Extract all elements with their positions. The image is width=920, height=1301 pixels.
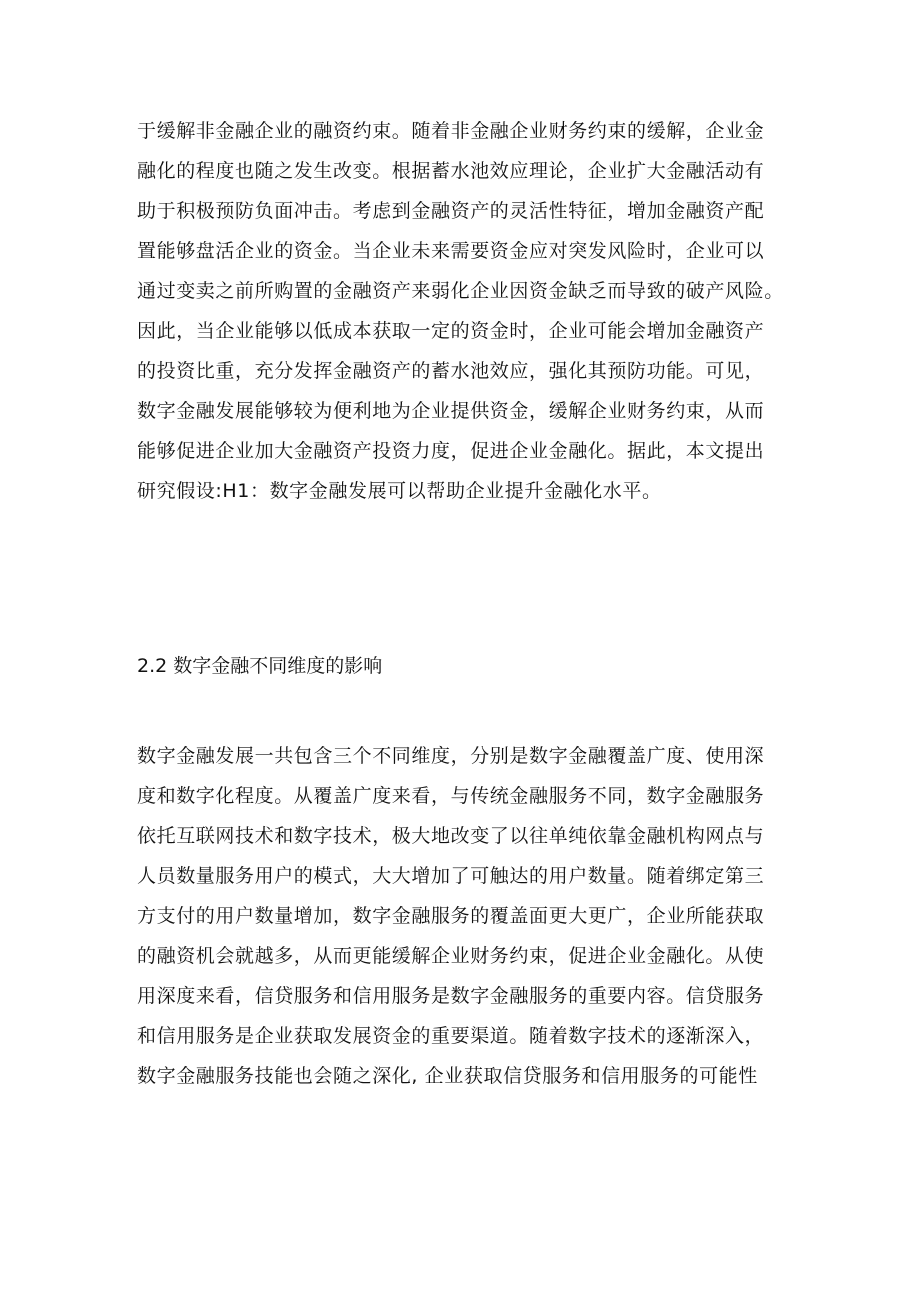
- paragraph-hypothesis: [137, 111, 797, 511]
- text-line: 数字金融服务技能也会随之深化, 企业获取信贷服务和信用服务的可能性: [137, 1065, 758, 1087]
- text-line: 的融资机会就越多，从而更能缓解企业财务约束，促进企业金融化。从使: [137, 945, 765, 967]
- text-line: 研究假设:H1：数字金融发展可以帮助企业提升金融化水平。: [137, 480, 662, 502]
- text-line: 依托互联网技术和数字技术，极大地改变了以往单纯依靠金融机构网点与: [137, 825, 765, 847]
- text-line: 融化的程度也随之发生改变。根据蓄水池效应理论，企业扩大金融活动有: [137, 160, 765, 182]
- text-line: 助于积极预防负面冲击。考虑到金融资产的灵活性特征，增加金融资产配: [137, 200, 765, 222]
- section-heading: 2.2 数字金融不同维度的影响: [137, 655, 383, 677]
- text-line: 人员数量服务用户的模式，大大增加了可触达的用户数量。随着绑定第三: [137, 865, 765, 887]
- paragraph-dimensions: [137, 736, 797, 1096]
- text-line: 通过变卖之前所购置的金融资产来弱化企业因资金缺乏而导致的破产风险。: [137, 280, 784, 302]
- text-line: 和信用服务是企业获取发展资金的重要渠道。随着数字技术的逐渐深入，: [137, 1025, 765, 1047]
- text-line: 用深度来看，信贷服务和信用服务是数字金融服务的重要内容。信贷服务: [137, 985, 765, 1007]
- text-line: 因此，当企业能够以低成本获取一定的资金时，企业可能会增加金融资产: [137, 320, 765, 342]
- text-line: 于缓解非金融企业的融资约束。随着非金融企业财务约束的缓解，企业金: [137, 120, 765, 142]
- text-line: 方支付的用户数量增加，数字金融服务的覆盖面更大更广，企业所能获取: [137, 905, 765, 927]
- text-line: 的投资比重，充分发挥金融资产的蓄水池效应，强化其预防功能。可见，: [137, 360, 765, 382]
- text-line: 数字金融发展一共包含三个不同维度，分别是数字金融覆盖广度、使用深: [137, 745, 765, 767]
- text-line: 置能够盘活企业的资金。当企业未来需要资金应对突发风险时，企业可以: [137, 240, 765, 262]
- text-line: 数字金融发展能够较为便利地为企业提供资金，缓解企业财务约束，从而: [137, 400, 765, 422]
- text-line: 能够促进企业加大金融资产投资力度，促进企业金融化。据此，本文提出: [137, 440, 765, 462]
- text-line: 度和数字化程度。从覆盖广度来看，与传统金融服务不同，数字金融服务: [137, 785, 765, 807]
